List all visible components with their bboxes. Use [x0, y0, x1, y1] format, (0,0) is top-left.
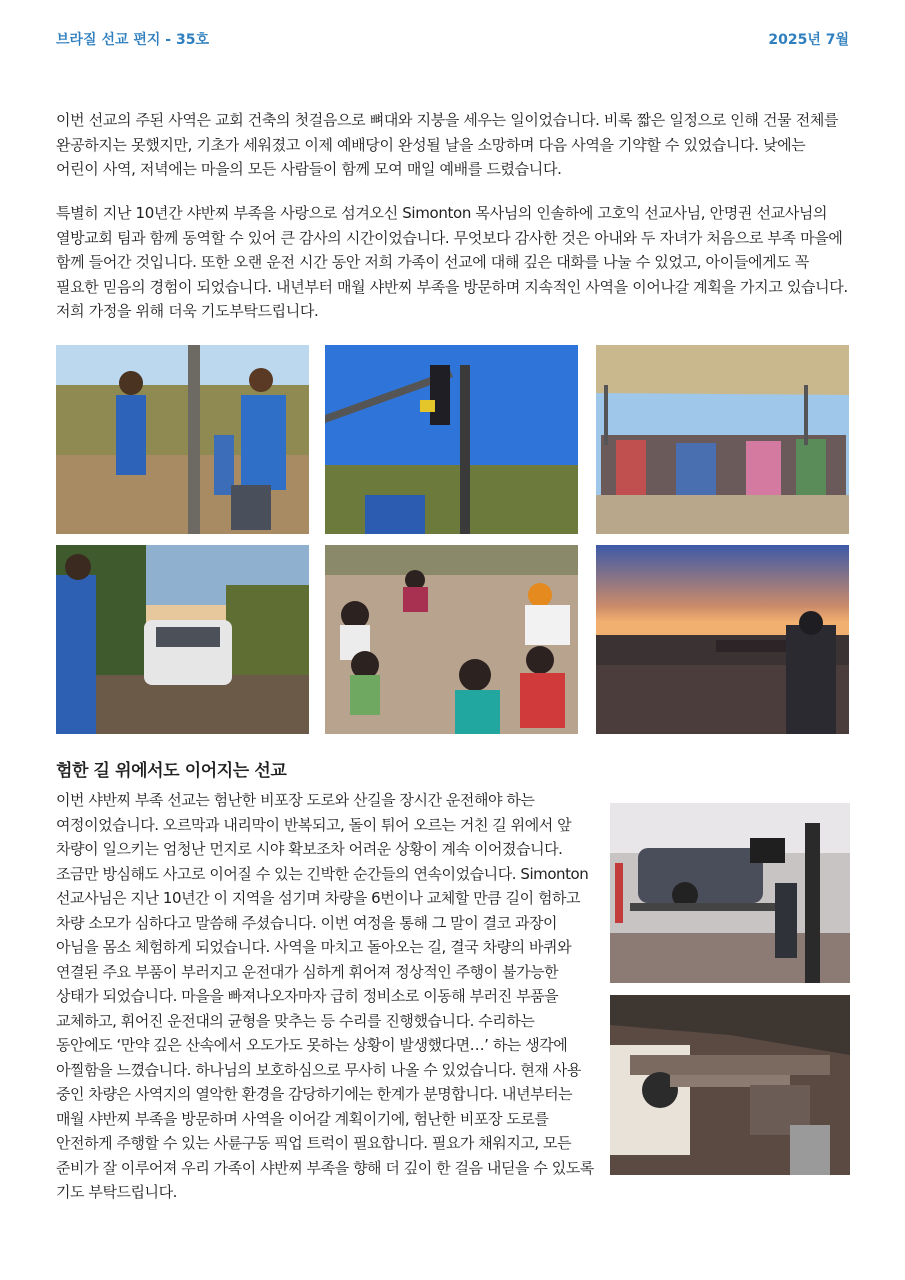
section-heading: 험한 길 위에서도 이어지는 선교 [56, 761, 287, 781]
section-body: 이번 샤반찌 부족 선교는 험난한 비포장 도로와 산길을 장시간 운전해야 하는 여정이었습니다. 오르막과 내리막이 반복되고, 돌이 튀어 오르는 거친 길 위에서 앞 차량이 일으키는 엄청난 먼지로 시야 확보조차 어려운 상황이 계속 이어졌습니다. 조금만 방심해도 사고로 이어질 수 있는 긴박한 순간들의 연속이었습니다. Simonton 선교사님은 지난 10년간 이 지역을 섬기며 차량을 6번이나 교체할 만큼 길이 험하고 차량 소모가 심하다고 말씀해 주셨습니다. 이번 여정을 통해 그 말이 결코 과장이 아님을 몸소 체험하게 되었습니다. 사역을 마치고 돌아오는 길, 결국 차량의 바퀴와 연결된 주요 부품이 부러지고 운전대가 심하게 휘어져 정상적인 주행이 불가능한 상태가 되었습니다. 마을을 빠져나오자마자 급히 정비소로 이동해 부러진 부품을 교체하고, 휘어진 운전대의 균형을 맞추는 등 수리를 진행했습니다. 수리하는 동안에도 ‘만약 깊은 산속에서 오도가도 못하는 상황이 발생했다면…’ 하는 생각에 아찔함을 느꼈습니다. 하나님의 보호하심으로 무사히 나올 수 있었습니다. 현재 사용 중인 차량은 사역지의 열악한 환경을 감당하기에는 한계가 분명합니다. 내년부터는 매월 샤반찌 부족을 방문하며 사역을 이어갈 계획이기에, 험난한 비포장 도로를 안전하게 주행할 수 있는 사륜구동 픽업 트럭이 필요합니다. 필요가 채워지고, 모든 준비가 잘 이루어져 우리 가족이 샤반찌 부족을 향해 더 깊이 한 걸음 내딛을 수 있도록 기도 부탁드립니다. [56, 791, 594, 1201]
newsletter-date: 2025년 7월 [768, 32, 849, 48]
intro-paragraph-2: 특별히 지난 10년간 샤반찌 부족을 사랑으로 섬겨오신 Simonton 목사님의 인솔하에 고호익 선교사님, 안명권 선교사님의 열방교회 팀과 함께 동역할 수 있어 큰 감사의 시간이었습니다. 무엇보다 감사한 것은 아내와 두 자녀가 처음으로 부족 마을에 함께 들어간 것입니다. 또한 오랜 운전 시간 동안 저희 가족이 선교에 대해 깊은 대화를 나눌 수 있었고, 아이들에게도 꼭 필요한 믿음의 경험이 되었습니다. 내년부터 매월 샤반찌 부족을 방문하며 지속적인 사역을 이어나갈 계획을 가지고 있습니다. 저희 가정을 위해 더욱 기도부탁드립니다. [56, 204, 848, 320]
photo-car-on-bridge [56, 545, 309, 734]
photo-car-undercarriage [610, 995, 850, 1175]
photo-sunset-gathering [596, 545, 849, 734]
newsletter-header [56, 28, 849, 50]
newsletter-issue: 브라질 선교 편지 - 35호 [56, 32, 209, 48]
photo-car-on-lift [610, 803, 850, 983]
photo-pole-installation [325, 345, 578, 534]
photo-group-under-roof [596, 345, 849, 534]
photo-construction-workers [56, 345, 309, 534]
intro-paragraph-1: 이번 선교의 주된 사역은 교회 건축의 첫걸음으로 뼈대와 지붕을 세우는 일이었습니다. 비록 짧은 일정으로 인해 건물 전체를 완공하지는 못했지만, 기초가 세워졌고 이제 예배당이 완성될 날을 소망하며 다음 사역을 기약할 수 있었습니다. 낮에는 어린이 사역, 저녁에는 마을의 모든 사람들이 함께 모여 매일 예배를 드렸습니다. [56, 111, 839, 178]
photo-children-ministry [325, 545, 578, 734]
